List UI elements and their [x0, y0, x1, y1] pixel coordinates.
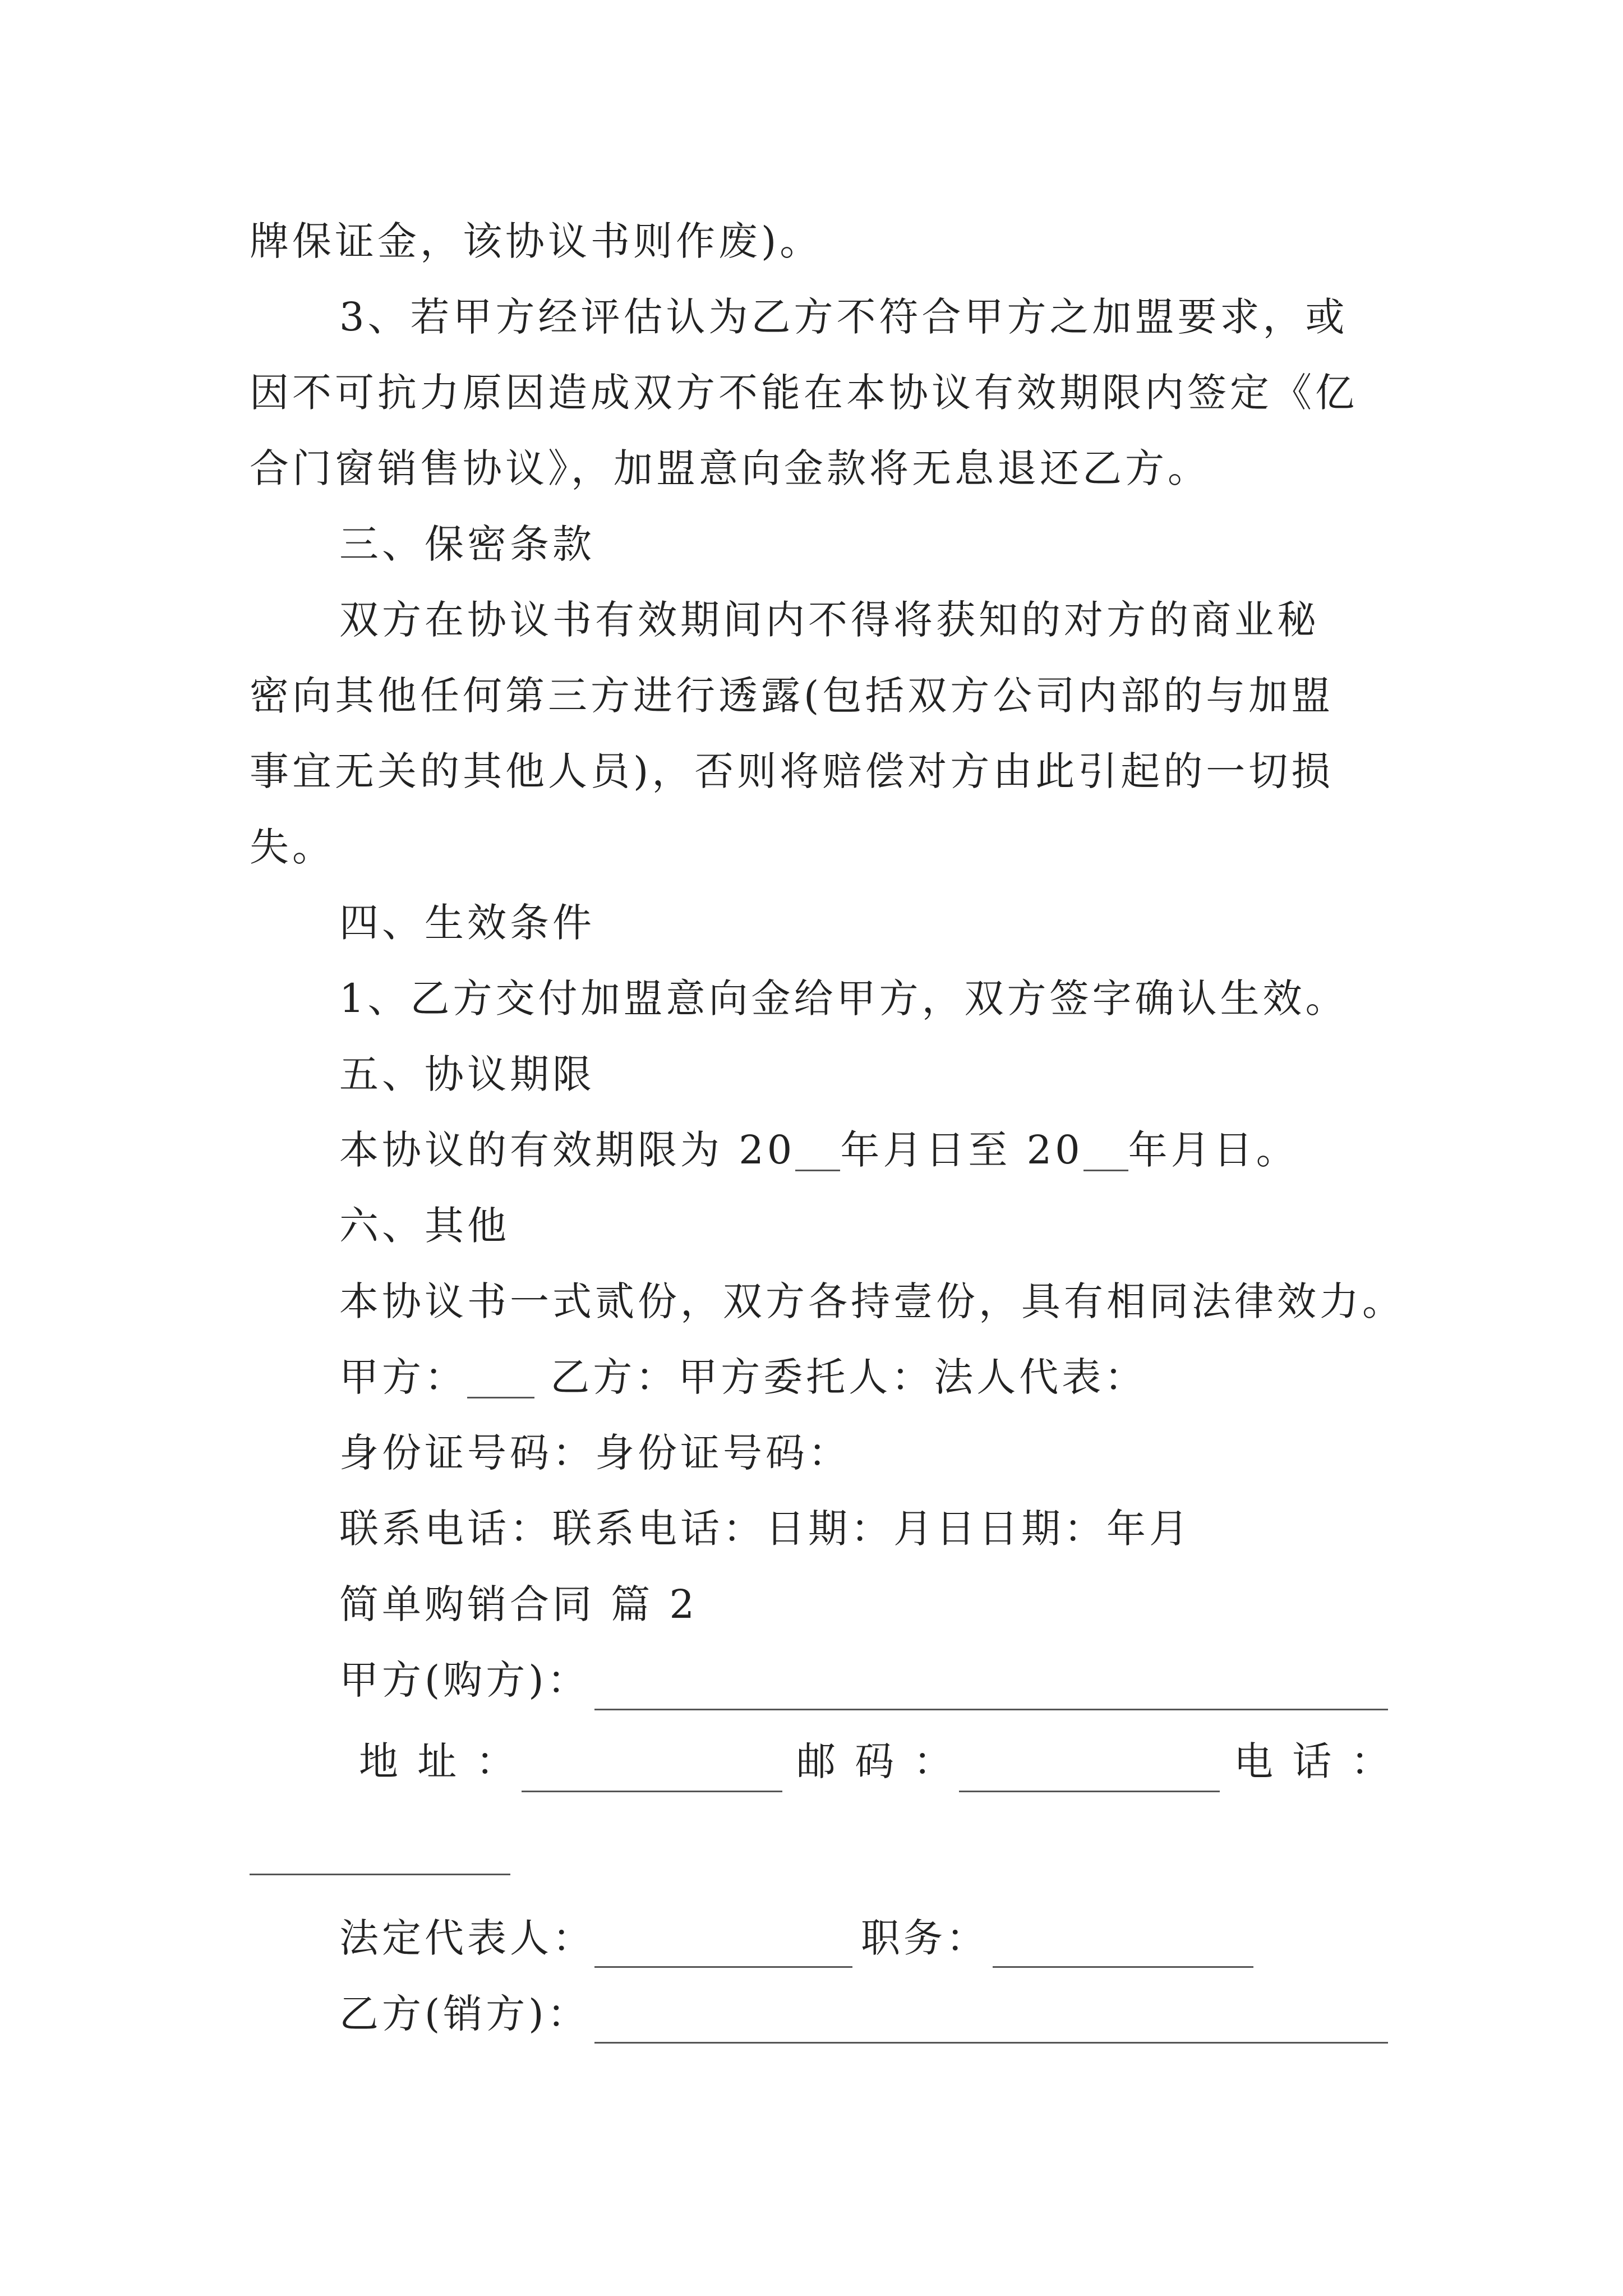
- position-blank: [993, 1966, 1253, 1968]
- buyer-blank: [594, 1709, 1388, 1710]
- postcode-blank: [959, 1791, 1220, 1792]
- seller-blank: [594, 2042, 1388, 2044]
- legal-rep-blank: [594, 1966, 852, 1968]
- party-a-label: 甲方：: [339, 1354, 467, 1400]
- section-heading: 三、保密条款: [339, 521, 595, 567]
- phone-label-box: [1234, 1731, 1402, 1792]
- id-number-line: 身份证号码：身份证号码：: [339, 1430, 851, 1476]
- paragraph-line: 1、乙方交付加盟意向金给甲方，双方签字确认生效。: [339, 976, 1348, 1022]
- seller-label: 乙方(销方)：: [339, 1991, 590, 2037]
- paragraph-line: 密向其他任何第三方进行透露(包括双方公司内部的与加盟: [250, 673, 1334, 719]
- year-blank: [1083, 1130, 1128, 1171]
- section-heading: 六、其他: [339, 1203, 510, 1249]
- paragraph-line: 双方在协议书有效期间内不得将获知的对方的商业秘: [339, 597, 1320, 643]
- signature-labels: 乙方：甲方委托人：法人代表：: [534, 1354, 1147, 1400]
- position-label: 职务：: [861, 1915, 989, 1961]
- signature-line: [339, 1346, 1388, 1408]
- paragraph-line: 3、若甲方经评估认为乙方不符合甲方之加盟要求，或: [339, 294, 1348, 340]
- term-text-end: 年月日。: [1128, 1127, 1299, 1173]
- seller-line: [339, 1983, 1388, 2045]
- address-label: 地 址 ：: [359, 1738, 519, 1784]
- phone-label: 电 话 ：: [1234, 1738, 1394, 1784]
- address-blank: [522, 1791, 782, 1792]
- paragraph-line: 合门窗销售协议》，加盟意向金款将无息退还乙方。: [250, 445, 1210, 491]
- postcode-label-box: [796, 1731, 965, 1792]
- party-a-blank: [467, 1358, 534, 1398]
- term-line: [339, 1119, 1388, 1181]
- term-text-middle: 年月日至 20: [840, 1127, 1083, 1173]
- section-heading: 四、生效条件: [339, 900, 595, 946]
- contract-title: 简单购销合同 篇 2: [339, 1581, 698, 1627]
- position-label-box: [861, 1907, 1029, 1969]
- section-heading: 五、协议期限: [339, 1051, 595, 1097]
- paragraph-line: 失。: [250, 824, 335, 870]
- phone-blank: [250, 1874, 510, 1875]
- buyer-label: 甲方(购方)：: [339, 1657, 590, 1703]
- year-blank: [795, 1130, 840, 1171]
- legal-rep-label: 法定代表人：: [339, 1915, 595, 1961]
- paragraph-line: 事宜无关的其他人员)，否则将赔偿对方由此引起的一切损: [250, 748, 1334, 794]
- postcode-label: 邮 码 ：: [796, 1738, 956, 1784]
- buyer-line: [339, 1649, 1388, 1711]
- term-text-start: 本协议的有效期限为 20: [339, 1127, 796, 1173]
- paragraph-line: 本协议书一式贰份，双方各持壹份，具有相同法律效力。: [339, 1278, 1405, 1324]
- contact-line: 联系电话：联系电话：日期：月日日期：年月: [339, 1506, 1192, 1552]
- paragraph-line: 牌保证金，该协议书则作废)。: [250, 218, 823, 264]
- paragraph-line: 因不可抗力原因造成双方不能在本协议有效期限内签定《亿: [250, 370, 1358, 416]
